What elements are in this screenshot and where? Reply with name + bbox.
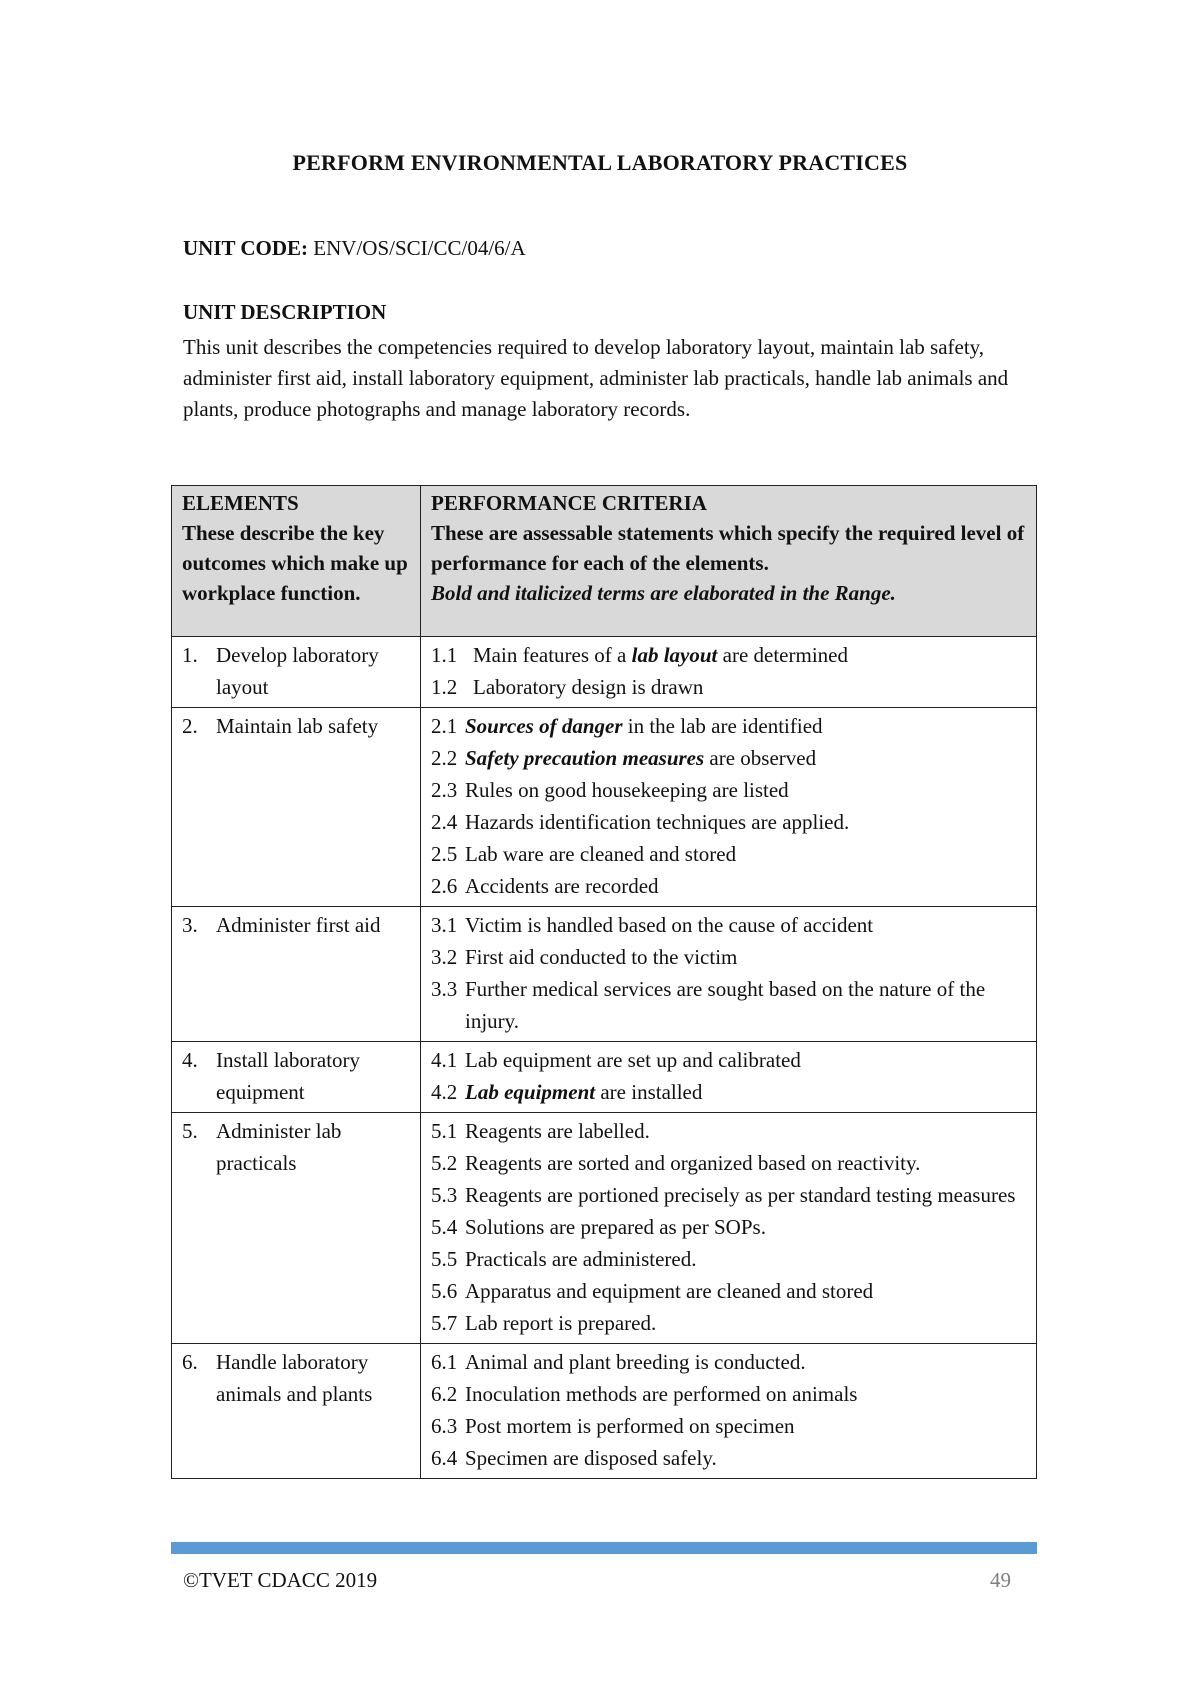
criterion-number: 6.2 — [431, 1382, 458, 1406]
table-row — [172, 637, 1037, 708]
criterion-text: Post mortem is performed on specimen — [465, 1414, 795, 1438]
criterion-item — [431, 1346, 1026, 1378]
criterion-item — [431, 941, 1026, 973]
criterion-number: 6.4 — [431, 1446, 458, 1470]
criterion-item — [431, 1275, 1026, 1307]
elements-header — [172, 486, 421, 637]
criterion-number: 5.1 — [431, 1119, 458, 1143]
criterion-text: Reagents are portioned precisely as per standard testing measures — [465, 1183, 1016, 1207]
criterion-number: 2.3 — [431, 778, 458, 802]
criterion-number: 6.1 — [431, 1350, 458, 1374]
criterion-number: 5.6 — [431, 1279, 458, 1303]
criterion-text-suffix: are observed — [704, 746, 817, 770]
table-body — [172, 637, 1037, 1479]
table-row — [172, 1042, 1037, 1113]
criterion-text: Laboratory design is drawn — [473, 675, 704, 699]
element-cell — [172, 637, 421, 708]
criterion-text-suffix: in the lab are identified — [622, 714, 823, 738]
element-name: Administer first aid — [216, 913, 381, 937]
criterion-text: Inoculation methods are performed on animals — [465, 1382, 858, 1406]
page-title: PERFORM ENVIRONMENTAL LABORATORY PRACTICES — [292, 150, 908, 175]
criteria-cell — [421, 1344, 1037, 1479]
criterion-number: 4.1 — [431, 1048, 458, 1072]
criterion-item — [431, 909, 1026, 941]
element-name: Install laboratory equipment — [216, 1048, 361, 1104]
element-number: 2. — [182, 714, 198, 738]
criterion-item — [431, 774, 1026, 806]
criterion-item — [431, 671, 1026, 703]
criterion-text: Specimen are disposed safely. — [465, 1446, 717, 1470]
element-cell — [172, 1042, 421, 1113]
element-name: Administer lab practicals — [216, 1119, 342, 1175]
criterion-item — [431, 1044, 1026, 1076]
criterion-item — [431, 1442, 1026, 1474]
range-term: Safety precaution measures — [465, 746, 705, 770]
criterion-number: 3.2 — [431, 945, 458, 969]
element-cell — [172, 907, 421, 1042]
criterion-text: Lab equipment are set up and calibrated — [465, 1048, 801, 1072]
criterion-text: Reagents are sorted and organized based on reactivity. — [465, 1151, 921, 1175]
criteria-cell — [421, 1113, 1037, 1344]
element-name: Develop laboratory layout — [216, 643, 379, 699]
criterion-text: Practicals are administered. — [465, 1247, 697, 1271]
criterion-number: 2.5 — [431, 842, 458, 866]
criterion-number: 2.4 — [431, 810, 458, 834]
criterion-item — [431, 639, 1026, 671]
criteria-header-note: Bold and italicized terms are elaborated in the Range. — [431, 581, 896, 605]
criterion-item — [431, 1147, 1026, 1179]
element-number: 3. — [182, 913, 198, 937]
criterion-text: Solutions are prepared as per SOPs. — [465, 1215, 766, 1239]
criterion-item — [431, 1307, 1026, 1339]
unit-code-value: ENV/OS/SCI/CC/04/6/A — [313, 236, 526, 260]
criterion-text-suffix: are determined — [717, 643, 848, 667]
table-row — [172, 1113, 1037, 1344]
element-number: 4. — [182, 1048, 198, 1072]
criterion-number: 5.5 — [431, 1247, 458, 1271]
criterion-item — [431, 710, 1026, 742]
unit-description-text: This unit describes the competencies required to develop laboratory layout, maintain lab safety, administer first aid, install laboratory equipment, administer lab practicals, handle lab animals and plants, produce photographs and manage laboratory records. — [183, 335, 1009, 421]
criterion-item — [431, 870, 1026, 902]
criterion-text: Lab report is prepared. — [465, 1311, 657, 1335]
criteria-header-title: PERFORMANCE CRITERIA — [431, 491, 707, 515]
criterion-number: 5.2 — [431, 1151, 458, 1175]
criterion-item — [431, 838, 1026, 870]
criterion-number: 1.1 — [431, 643, 458, 667]
element-number: 6. — [182, 1350, 198, 1374]
table-row — [172, 1344, 1037, 1479]
element-name: Handle laboratory animals and plants — [216, 1350, 373, 1406]
element-cell — [172, 708, 421, 907]
criterion-text: Apparatus and equipment are cleaned and stored — [465, 1279, 874, 1303]
table-row — [172, 708, 1037, 907]
criterion-item — [431, 1243, 1026, 1275]
criterion-item — [431, 1076, 1026, 1108]
element-number: 5. — [182, 1119, 198, 1143]
element-cell — [172, 1344, 421, 1479]
criterion-text: Accidents are recorded — [465, 874, 659, 898]
criterion-number: 5.7 — [431, 1311, 458, 1335]
elements-header-subtitle: These describe the key outcomes which make up workplace function. — [182, 521, 408, 605]
footer-rule — [171, 1542, 1037, 1554]
criterion-number: 1.2 — [431, 675, 458, 699]
criteria-cell — [421, 637, 1037, 708]
element-cell — [172, 1113, 421, 1344]
element-name: Maintain lab safety — [216, 714, 379, 738]
criterion-item — [431, 1179, 1026, 1211]
footer-copyright: ©TVET CDACC 2019 — [183, 1568, 378, 1592]
criterion-text: Lab ware are cleaned and stored — [465, 842, 737, 866]
unit-code — [183, 236, 526, 261]
criterion-text: Rules on good housekeeping are listed — [465, 778, 789, 802]
criterion-number: 6.3 — [431, 1414, 458, 1438]
criterion-number: 2.1 — [431, 714, 458, 738]
criterion-item — [431, 742, 1026, 774]
criterion-text: Victim is handled based on the cause of accident — [465, 913, 874, 937]
criterion-item — [431, 1211, 1026, 1243]
criterion-text: First aid conducted to the victim — [465, 945, 738, 969]
criterion-number: 4.2 — [431, 1080, 458, 1104]
criterion-number: 5.3 — [431, 1183, 458, 1207]
criterion-text: Reagents are labelled. — [465, 1119, 650, 1143]
criteria-header — [421, 486, 1037, 637]
criterion-number: 2.6 — [431, 874, 458, 898]
range-term: Sources of danger — [465, 714, 623, 738]
criterion-item — [431, 973, 1026, 1037]
criterion-text: Further medical services are sought based on the nature of the injury. — [465, 977, 986, 1033]
criteria-cell — [421, 907, 1037, 1042]
criterion-number: 5.4 — [431, 1215, 458, 1239]
criterion-text: Animal and plant breeding is conducted. — [465, 1350, 806, 1374]
criterion-item — [431, 806, 1026, 838]
element-number: 1. — [182, 643, 198, 667]
table-header-row — [172, 486, 1037, 637]
criterion-number: 2.2 — [431, 746, 458, 770]
competency-table — [171, 485, 1037, 1479]
criteria-header-subtitle: These are assessable statements which specify the required level of performance for each of the elements. — [431, 521, 1025, 575]
table-row — [172, 907, 1037, 1042]
range-term: lab layout — [631, 643, 718, 667]
elements-header-title: ELEMENTS — [182, 491, 299, 515]
criterion-text: Hazards identification techniques are applied. — [465, 810, 850, 834]
criterion-number: 3.1 — [431, 913, 458, 937]
range-term: Lab equipment — [465, 1080, 596, 1104]
criterion-text: Main features of a — [473, 643, 632, 667]
criteria-cell — [421, 1042, 1037, 1113]
criterion-number: 3.3 — [431, 977, 458, 1001]
criterion-item — [431, 1115, 1026, 1147]
criterion-text-suffix: are installed — [595, 1080, 703, 1104]
criteria-cell — [421, 708, 1037, 907]
unit-code-label: UNIT CODE: — [183, 236, 309, 260]
criterion-item — [431, 1378, 1026, 1410]
unit-description-heading: UNIT DESCRIPTION — [183, 300, 387, 324]
page-number: 49 — [990, 1568, 1011, 1592]
criterion-item — [431, 1410, 1026, 1442]
